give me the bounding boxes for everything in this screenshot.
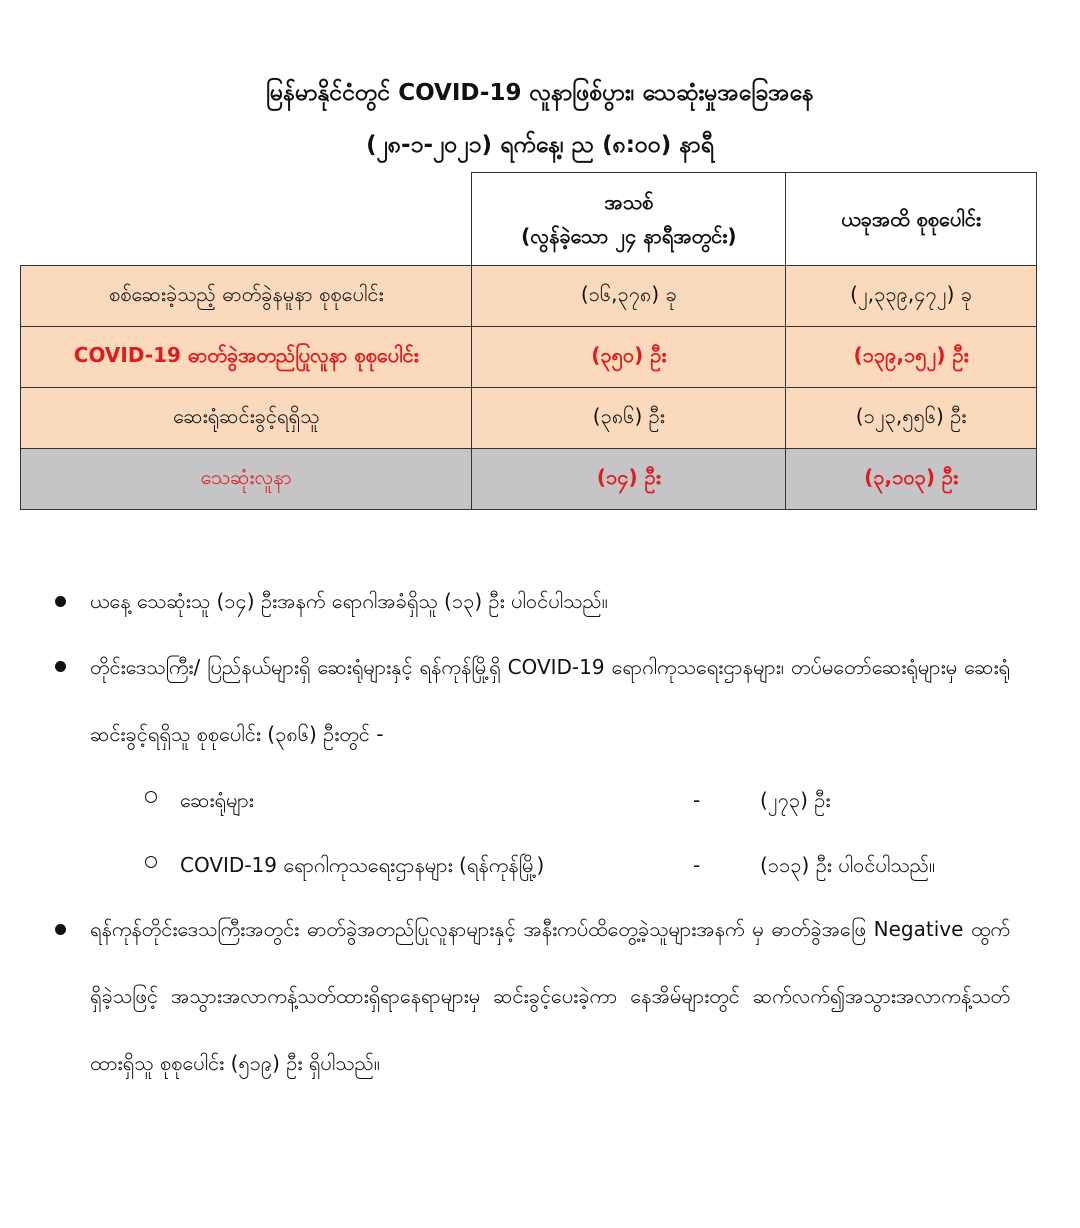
row-total-value: (၁၂၃,၅၅၆) ဦး (786, 388, 1037, 449)
sub-item-value: (၁၁၃) ဦး ပါဝင်ပါသည်။ (760, 853, 936, 877)
covid-stats-table (20, 172, 1037, 510)
row-label: စစ်ဆေးခဲ့သည့် ဓာတ်ခွဲနမူနာ စုစုပေါင်း (21, 266, 472, 327)
row-total-value: (၁၃၉,၁၅၂) ဦး (786, 327, 1037, 388)
bullet-discharge-note: တိုင်းဒေသကြီး/ ပြည်နယ်များရှိ ဆေးရုံများနှင့် ရန်ကုန်မြို့ရှိ COVID-19 ရောဂါကုသရေးဌာနများ၊ တပ်မတော်ဆေးရုံများမှ ဆေးရုံဆင်းခွင့်ရရှိသူ စုစုပေါင်း (၃၈၆) ဦးတွင် - (90, 655, 1011, 746)
bullet-dot (55, 661, 66, 672)
table-row-tests (21, 266, 1037, 327)
header-new-line2: (လွန်ခဲ့သော ၂၄ နာရီအတွင်း) (521, 224, 737, 248)
row-new-value: (၁၄) ဦး (472, 449, 786, 510)
header-new-line1: အသစ် (604, 190, 654, 214)
table-row-recovered (21, 388, 1037, 449)
row-new-value: (၁၆,၃၇၈) ခု (472, 266, 786, 327)
row-new-value: (၃၅၀) ဦး (472, 327, 786, 388)
sub-item-value: (၂၇၃) ဦး (760, 788, 831, 812)
table-row-deaths (21, 449, 1037, 510)
bullet-deaths-note: ယနေ့ သေဆုံးသူ (၁၄) ဦးအနက် ရောဂါအခံရှိသူ (၁၃) ဦး ပါဝင်ပါသည်။ (90, 589, 608, 613)
row-new-value: (၃၈၆) ဦး (472, 388, 786, 449)
table-row-confirmed (21, 327, 1037, 388)
circle-bullet-icon (145, 791, 157, 803)
page-subtitle-date: (၂၈-၁-၂၀၂၁) ရက်နေ့၊ ည (၈:၀၀) နာရီ (366, 132, 714, 158)
row-total-value: (၃,၁၀၃) ဦး (786, 449, 1037, 510)
row-label: သေဆုံးလူနာ (21, 449, 472, 510)
bullet-dot (55, 596, 66, 607)
sub-item-dash: - (693, 788, 701, 812)
circle-bullet-icon (145, 856, 157, 868)
row-label: ဆေးရုံဆင်းခွင့်ရရှိသူ (21, 388, 472, 449)
header-total: ယခုအထိ စုစုပေါင်း (786, 173, 1037, 266)
page-title: မြန်မာနိုင်ငံတွင် COVID-19 လူနာဖြစ်ပွား၊ သေဆုံးမှုအခြေအနေ (266, 80, 814, 106)
table-header-row (21, 173, 1037, 266)
bullet-quarantine-note: ရန်ကုန်တိုင်းဒေသကြီးအတွင်း ဓာတ်ခွဲအတည်ပြုလူနာများနှင့် အနီးကပ်ထိတွေ့ခဲ့သူများအနက် မှ ဓာတ်ခွဲအဖြေ Negative ထွက်ရှိခဲ့သဖြင့် အသွားအလာကန့်သတ်ထားရှိရာနေရာများမှ ဆင်းခွင့်ပေးခဲ့ကာ နေအိမ်များတွင် ဆက်လက်၍အသွားအလာကန့်သတ်ထားရှိသူ စုစုပေါင်း (၅၁၉) ဦး ရှိပါသည်။ (90, 917, 1010, 1075)
header-blank-cell (21, 173, 472, 266)
sub-item-dash: - (693, 853, 701, 877)
header-new-cases (472, 173, 786, 266)
row-label: COVID-19 ဓာတ်ခွဲအတည်ပြုလူနာ စုစုပေါင်း (21, 327, 472, 388)
row-total-value: (၂,၃၃၉,၄၇၂) ခု (786, 266, 1037, 327)
bullet-dot (55, 924, 66, 935)
sub-item-label: ဆေးရုံများ (180, 788, 254, 812)
sub-item-label: COVID-19 ရောဂါကုသရေးဌာနများ (ရန်ကုန်မြို့) (180, 853, 545, 877)
